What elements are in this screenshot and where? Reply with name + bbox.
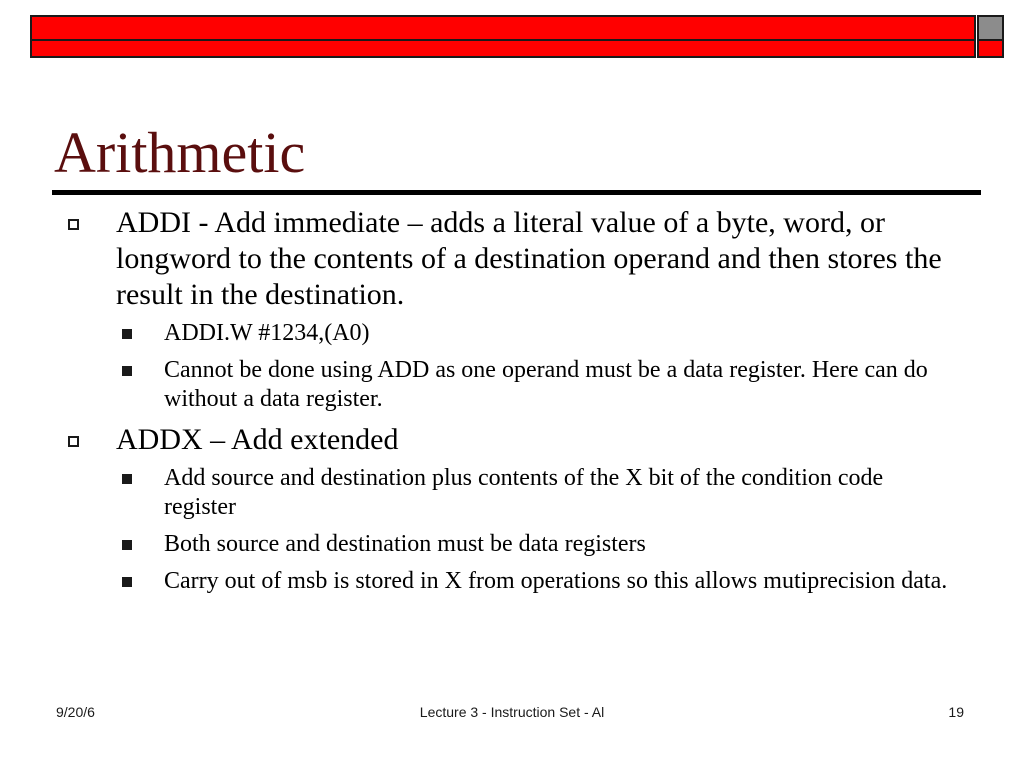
- title-underline: [52, 190, 981, 195]
- filled-square-bullet-icon: [122, 366, 132, 376]
- filled-square-bullet-icon: [122, 329, 132, 339]
- sub-bullets-addx: [60, 464, 960, 596]
- bullet-text: ADDX – Add extended: [116, 423, 399, 456]
- header-bar-red: [30, 15, 976, 41]
- sub-bullets-addi: [60, 319, 960, 414]
- sub-bullet: [60, 530, 960, 559]
- bullet-addx: [60, 422, 960, 458]
- hollow-square-bullet-icon: [68, 436, 79, 447]
- sub-bullet: [60, 567, 960, 596]
- sub-bullet-text: Cannot be done using ADD as one operand must be a data register. Here can do without a data register.: [164, 357, 928, 412]
- sub-bullet-text: Carry out of msb is stored in X from operations so this allows mutiprecision data.: [164, 568, 948, 594]
- sub-bullet: [60, 464, 960, 522]
- header-bar-gray-square: [977, 15, 1004, 41]
- sub-bullet: [60, 319, 960, 348]
- sub-bullet-text: ADDI.W #1234,(A0): [164, 320, 370, 346]
- filled-square-bullet-icon: [122, 540, 132, 550]
- slide-content: [60, 205, 960, 604]
- footer-page-number: 19: [948, 704, 964, 720]
- sub-bullet: [60, 356, 960, 414]
- header-bar-red-lower: [30, 41, 976, 58]
- sub-bullet-text: Add source and destination plus contents of the X bit of the condition code register: [164, 465, 884, 520]
- footer-date: 9/20/6: [56, 704, 95, 720]
- filled-square-bullet-icon: [122, 474, 132, 484]
- bullet-text: ADDI - Add immediate – adds a literal value of a byte, word, or longword to the contents of a destination operand and then stores the result in the destination.: [116, 206, 942, 311]
- header-bar-red-square: [977, 41, 1004, 58]
- hollow-square-bullet-icon: [68, 219, 79, 230]
- footer-lecture-title: Lecture 3 - Instruction Set - Al: [419, 704, 605, 720]
- bullet-addi: [60, 205, 960, 313]
- sub-bullet-text: Both source and destination must be data registers: [164, 531, 646, 557]
- filled-square-bullet-icon: [122, 577, 132, 587]
- slide-title: Arithmetic: [54, 120, 306, 185]
